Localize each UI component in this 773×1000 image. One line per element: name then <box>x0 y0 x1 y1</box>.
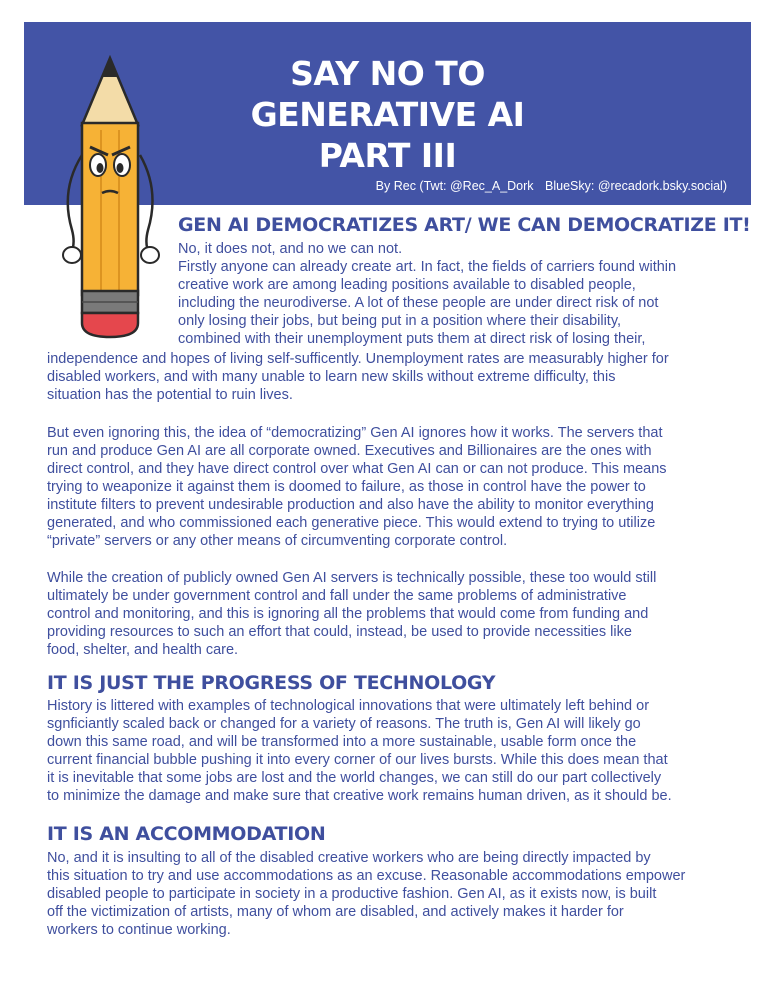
paragraph-line: sgnficiantly scaled back or changed for a variety of reasons. The truth is, Gen AI will likely go <box>47 716 641 732</box>
paragraph-line: Firstly anyone can already create art. In fact, the fields of carriers found within <box>178 259 677 275</box>
paragraph-line: to minimize the damage and make sure that creative work remains human driven, as it should be. <box>47 788 672 804</box>
paragraph-line: disabled people to participate in society in a productive fashion. Gen AI, as it exists now, is built <box>47 886 657 902</box>
title-line-1: SAY NO TO <box>290 54 485 93</box>
byline-bluesky: BlueSky: @recadork.bsky.social) <box>545 179 727 193</box>
paragraph-line: food, shelter, and health care. <box>47 642 239 658</box>
paragraph-line: But even ignoring this, the idea of “democratizing” Gen AI ignores how it works. The servers that <box>47 425 663 441</box>
paragraph-line: institute filters to prevent undesirable production and also have the ability to monitor everything <box>47 497 654 513</box>
paragraph-line: this situation to try and use accommodations as an excuse. Reasonable accommodations empower <box>47 868 686 884</box>
angry-pencil-illustration <box>52 55 167 340</box>
paragraph-line: combined with their unemployment puts them at direct risk of losing their, <box>178 331 646 347</box>
paragraph-line: providing resources to such an effort that could, instead, be used to provide necessities like <box>47 624 632 640</box>
paragraph-line: workers to continue working. <box>47 922 231 938</box>
paragraph-line: only losing their jobs, but being put in a position where their disability, <box>178 313 622 329</box>
paragraph-line: run and produce Gen AI are all corporate owned. Executives and Billionaires are the ones with <box>47 443 652 459</box>
paragraph-line: disabled workers, and with many unable to learn new skills without extreme difficulty, this <box>47 369 616 385</box>
paragraph-line: generated, and who commissioned each generative piece. This would extend to trying to utilize <box>47 515 656 531</box>
paragraph-line: control and monitoring, and this is ignoring all the problems that would come from funding and <box>47 606 649 622</box>
paragraph-line: independence and hopes of living self-sufficently. Unemployment rates are measurably higher for <box>47 351 669 367</box>
section-heading-progress: IT IS JUST THE PROGRESS OF TECHNOLOGY <box>47 672 496 694</box>
paragraph-line: situation has the potential to ruin lives. <box>47 387 293 403</box>
paragraph-line: History is littered with examples of technological innovations that were ultimately left behind or <box>47 698 650 714</box>
paragraph-line: No, it does not, and no we can not. <box>178 241 403 257</box>
title-line-3: PART III <box>318 136 457 175</box>
paragraph-line: down this same road, and will be transformed into a more sustainable, usable form once the <box>47 734 637 750</box>
section-heading-accommodation: IT IS AN ACCOMMODATION <box>47 823 326 845</box>
paragraph-line: creative work are among leading positions available to disabled people, <box>178 277 636 293</box>
paragraph-line: it is inevitable that some jobs are lost and the world changes, we can still do our part collectively <box>47 770 662 786</box>
byline <box>368 179 727 193</box>
paragraph-line: including the neurodiverse. A lot of these people are under direct risk of not <box>178 295 659 311</box>
paragraph-line: ultimately be under government control and fall under the same problems of administrative <box>47 588 627 604</box>
paragraph-line: current financial bubble pushing it into every corner of our lives bursts. While this does mean that <box>47 752 668 768</box>
paragraph-line: trying to weaponize it against them is doomed to failure, as those in control have the power to <box>47 479 646 495</box>
title-line-2: GENERATIVE AI <box>250 95 525 134</box>
paragraph-line: direct control, and they have direct control over what Gen AI can or can not produce. This means <box>47 461 667 477</box>
paragraph-line: off the victimization of artists, many of whom are disabled, and actively makes it harder for <box>47 904 624 920</box>
section-heading-democratize: GEN AI DEMOCRATIZES ART/ WE CAN DEMOCRATIZE IT! <box>178 214 751 236</box>
paragraph-line: “private” servers or any other means of circumventing corporate control. <box>47 533 508 549</box>
paragraph-line: No, and it is insulting to all of the disabled creative workers who are being directly impacted by <box>47 850 651 866</box>
paragraph-line: While the creation of publicly owned Gen AI servers is technically possible, these too would still <box>47 570 657 586</box>
byline-twitter: By Rec (Twt: @Rec_A_Dork <box>375 179 534 193</box>
